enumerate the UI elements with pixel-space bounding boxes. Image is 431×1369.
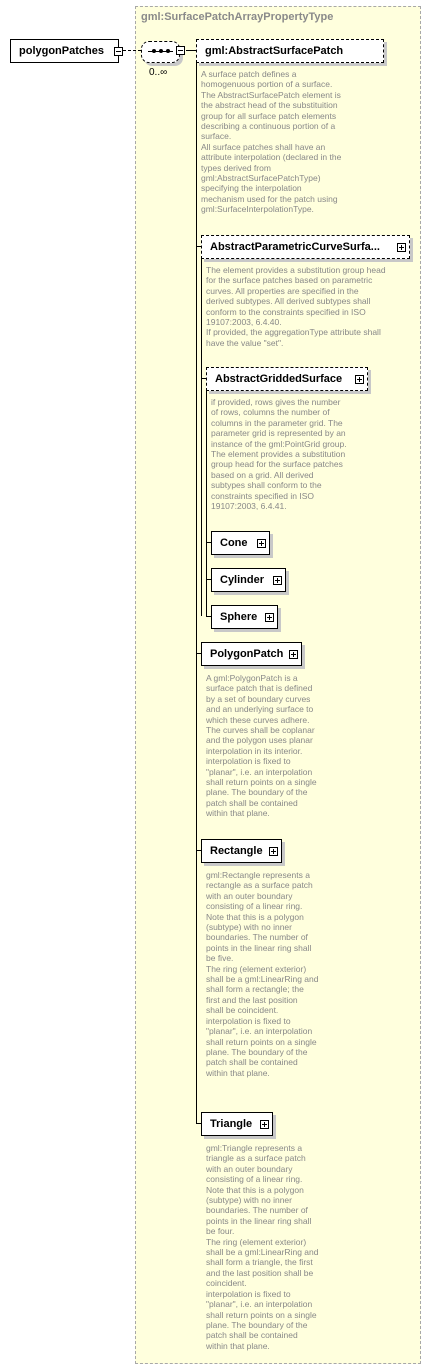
expand-icon[interactable] (269, 847, 278, 856)
collapse-icon[interactable] (114, 47, 123, 56)
element-label: AbstractGriddedSurface (215, 373, 343, 385)
substitution-line (196, 63, 197, 1123)
abstract-surface-patch-doc: A surface patch defines a homogenuous portion of a surface. The AbstractSurfacePatch element is the abstract head of the substituition group for all surface patch elements describing a continuous portion of a surface. All surface patches shall have an attribute interpolation (declared in the types derived from gml:AbstractSurfacePatchType) specifying the interpolation mechanism used for the patch using gml:SurfaceInterpolationType. (201, 69, 342, 215)
connector-line (123, 50, 141, 51)
abstract-surface-patch-element[interactable] (196, 39, 384, 63)
rectangle-element[interactable] (201, 839, 282, 863)
expand-icon[interactable] (397, 243, 406, 252)
cylinder-element[interactable] (211, 568, 286, 592)
abstract-parametric-curve-surface-element[interactable] (201, 235, 410, 259)
connector-line (186, 50, 196, 51)
cone-element[interactable] (211, 531, 270, 555)
element-label: Cone (220, 537, 248, 549)
abstract-gridded-surface-element[interactable] (206, 367, 368, 391)
collapse-icon[interactable] (176, 46, 185, 55)
sphere-element[interactable] (211, 605, 278, 629)
polygon-patch-doc: A gml:PolygonPatch is a surface patch that is defined by a set of boundary curves and an underlying surface to which these curves adhere. The curves shall be coplanar and the polygon uses planar interpolation in its interior. interpolation is fixed to "planar", i.e. an interpolation shall return points on a single plane. The boundary of the patch shall be contained within that plane. (206, 673, 317, 819)
expand-icon[interactable] (257, 539, 266, 548)
rectangle-doc: gml:Rectangle represents a rectangle as a surface patch with an outer boundary consisting of a linear ring. Note that this is a polygon (subtype) with no inner boundaries. The number of points in the linear ring shall be five. The ring (element exterior) shall be a gml:LinearRing and shall form a rectangle; the first and the last position shall be coincident. interpolation is fixed to "planar", i.e. an interpolation shall return points on a single plane. The boundary of the patch shall be contained within that plane. (206, 870, 319, 1078)
occurrence-label: 0..∞ (149, 67, 168, 78)
expand-icon[interactable] (265, 613, 274, 622)
triangle-element[interactable] (201, 1112, 273, 1136)
expand-icon[interactable] (355, 375, 364, 384)
element-label: AbstractParametricCurveSurfa... (210, 241, 380, 253)
element-label: Cylinder (220, 574, 265, 586)
expand-icon[interactable] (273, 576, 282, 585)
element-label: PolygonPatch (210, 648, 284, 660)
element-label: gml:AbstractSurfacePatch (205, 45, 344, 57)
element-label: Rectangle (210, 845, 263, 857)
triangle-doc: gml:Triangle represents a triangle as a surface patch with an outer boundary consisting of a linear ring. Note that this is a polygon (subtype) with no inner boundaries. The number of points in the linear ring shall be four. The ring (element exterior) shall be a gml:LinearRing and shall form a triangle, the first and the last position shall be coincident. interpolation is fixed to "planar", i.e. an interpolation shall return points on a single plane. The boundary of the patch shall be contained within that plane. (206, 1143, 319, 1351)
type-title: gml:SurfacePatchArrayPropertyType (141, 11, 334, 23)
polygon-patch-element[interactable] (201, 642, 302, 666)
element-label: Triangle (210, 1118, 253, 1130)
abstract-parametric-curve-surface-doc: The element provides a substitution group head for the surface patches based on parametric curves. All properties are specified in the derived subtypes. All derived subtypes shall conform to the constraints specified in ISO 19107:2003, 6.4.40. If provided, the aggregationType attribute shall have the value "set". (206, 265, 386, 348)
sequence-compositor[interactable] (141, 41, 180, 63)
element-label: Sphere (220, 611, 258, 623)
root-element-label: polygonPatches (19, 45, 104, 57)
abstract-gridded-surface-doc: if provided, rows gives the number of rows, columns the number of columns in the parameter grid. The parameter grid is represented by an instance of the gml:PointGrid group. The element provides a substitution group head for the surface patches based on a grid. All derived subtypes shall conform to the constraints specified in ISO 19107:2003, 6.4.41. (211, 397, 347, 512)
substitution-line (201, 259, 202, 616)
expand-icon[interactable] (289, 650, 298, 659)
expand-icon[interactable] (260, 1120, 269, 1129)
root-element[interactable] (10, 39, 119, 63)
substitution-line (206, 391, 207, 616)
